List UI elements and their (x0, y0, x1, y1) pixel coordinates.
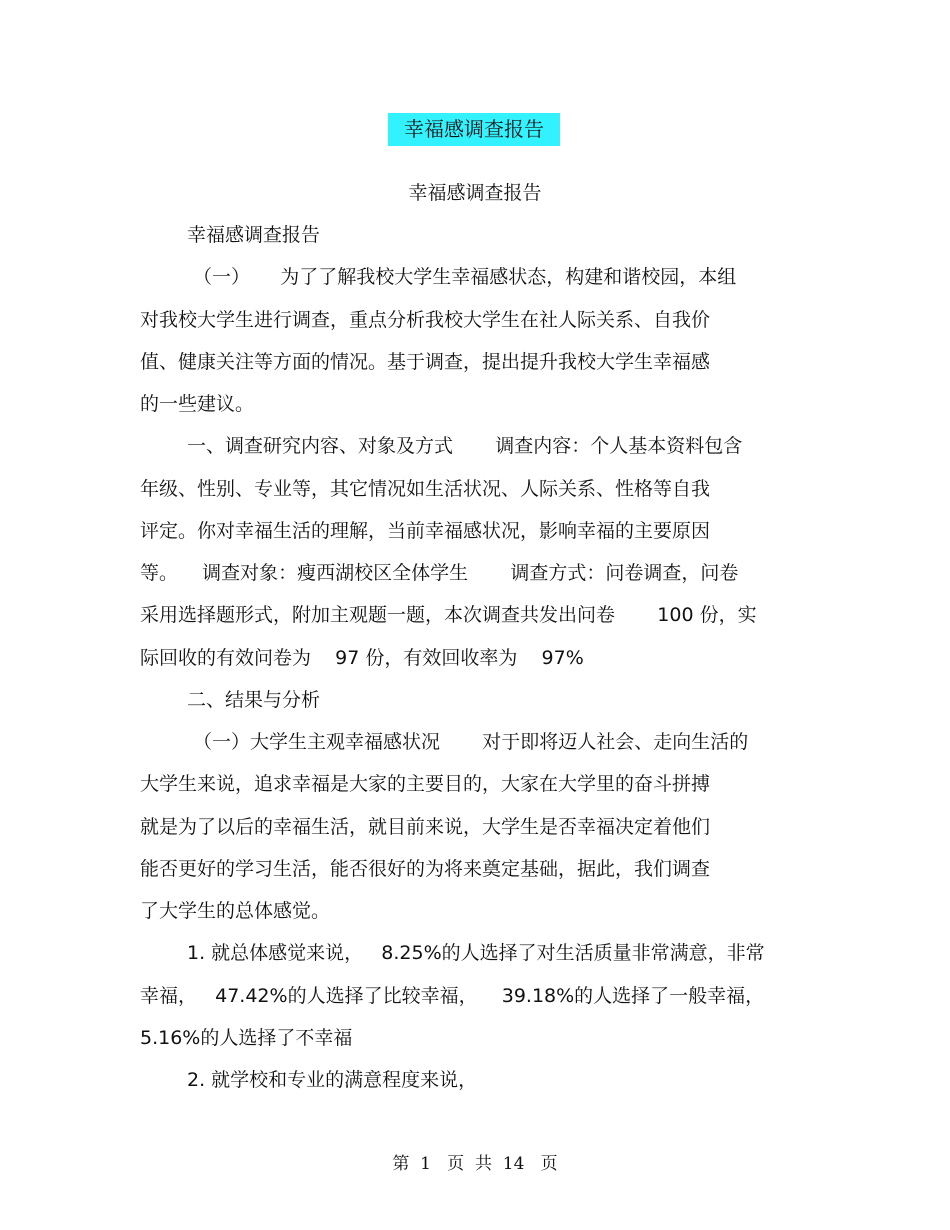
paragraph-line: 际回收的有效问卷为 97 份，有效回收率为 97% (140, 647, 584, 669)
paragraph-line: （一）大学生主观幸福感状况 对于即将迈人社会、走向生活的 (193, 731, 749, 753)
paragraph-line: 1. 就总体感觉来说， 8.25%的人选择了对生活质量非常满意，非常 (187, 942, 765, 964)
paragraph-line: 幸福， 47.42%的人选择了比较幸福， 39.18%的人选择了一般幸福， (140, 985, 765, 1007)
paragraph-line: 5.16%的人选择了不幸福 (140, 1027, 353, 1049)
document-title: 幸福感调查报告 (388, 113, 560, 146)
paragraph-line: 采用选择题形式，附加主观题一题，本次调查共发出问卷 100 份，实 (140, 604, 757, 626)
paragraph-line: 等。 调查对象：瘦西湖校区全体学生 调查方式：问卷调查，问卷 (140, 562, 739, 584)
section-heading-results: 二、结果与分析 (187, 689, 321, 711)
paragraph-line: 一、调查研究内容、对象及方式 调查内容：个人基本资料包含 (187, 435, 743, 457)
paragraph-line: 值、健康关注等方面的情况。基于调查，提出提升我校大学生幸福感 (140, 351, 711, 373)
paragraph-line: 的一些建议。 (140, 393, 255, 415)
paragraph-line: 就是为了以后的幸福生活，就目前来说，大学生是否幸福决定着他们 (140, 816, 711, 838)
section-heading: 幸福感调查报告 (187, 224, 321, 246)
paragraph-line: 能否更好的学习生活，能否很好的为将来奠定基础，据此，我们调查 (140, 858, 711, 880)
paragraph-line: 大学生来说，追求幸福是大家的主要目的，大家在大学里的奋斗拼搏 (140, 773, 711, 795)
paragraph-line: （一） 为了了解我校大学生幸福感状态，构建和谐校园，本组 (193, 266, 737, 288)
paragraph-line: 年级、性别、专业等，其它情况如生活状况、人际关系、性格等自我 (140, 478, 711, 500)
paragraph-line: 评定。你对幸福生活的理解，当前幸福感状况，影响幸福的主要原因 (140, 520, 711, 542)
paragraph-line: 2. 就学校和专业的满意程度来说， (187, 1069, 478, 1091)
page-number-footer: 第 1 页 共 14 页 (392, 1154, 558, 1174)
paragraph-line: 了大学生的总体感觉。 (140, 900, 331, 922)
paragraph-line: 对我校大学生进行调查，重点分析我校大学生在社人际关系、自我价 (140, 309, 711, 331)
document-subtitle: 幸福感调查报告 (408, 182, 542, 204)
